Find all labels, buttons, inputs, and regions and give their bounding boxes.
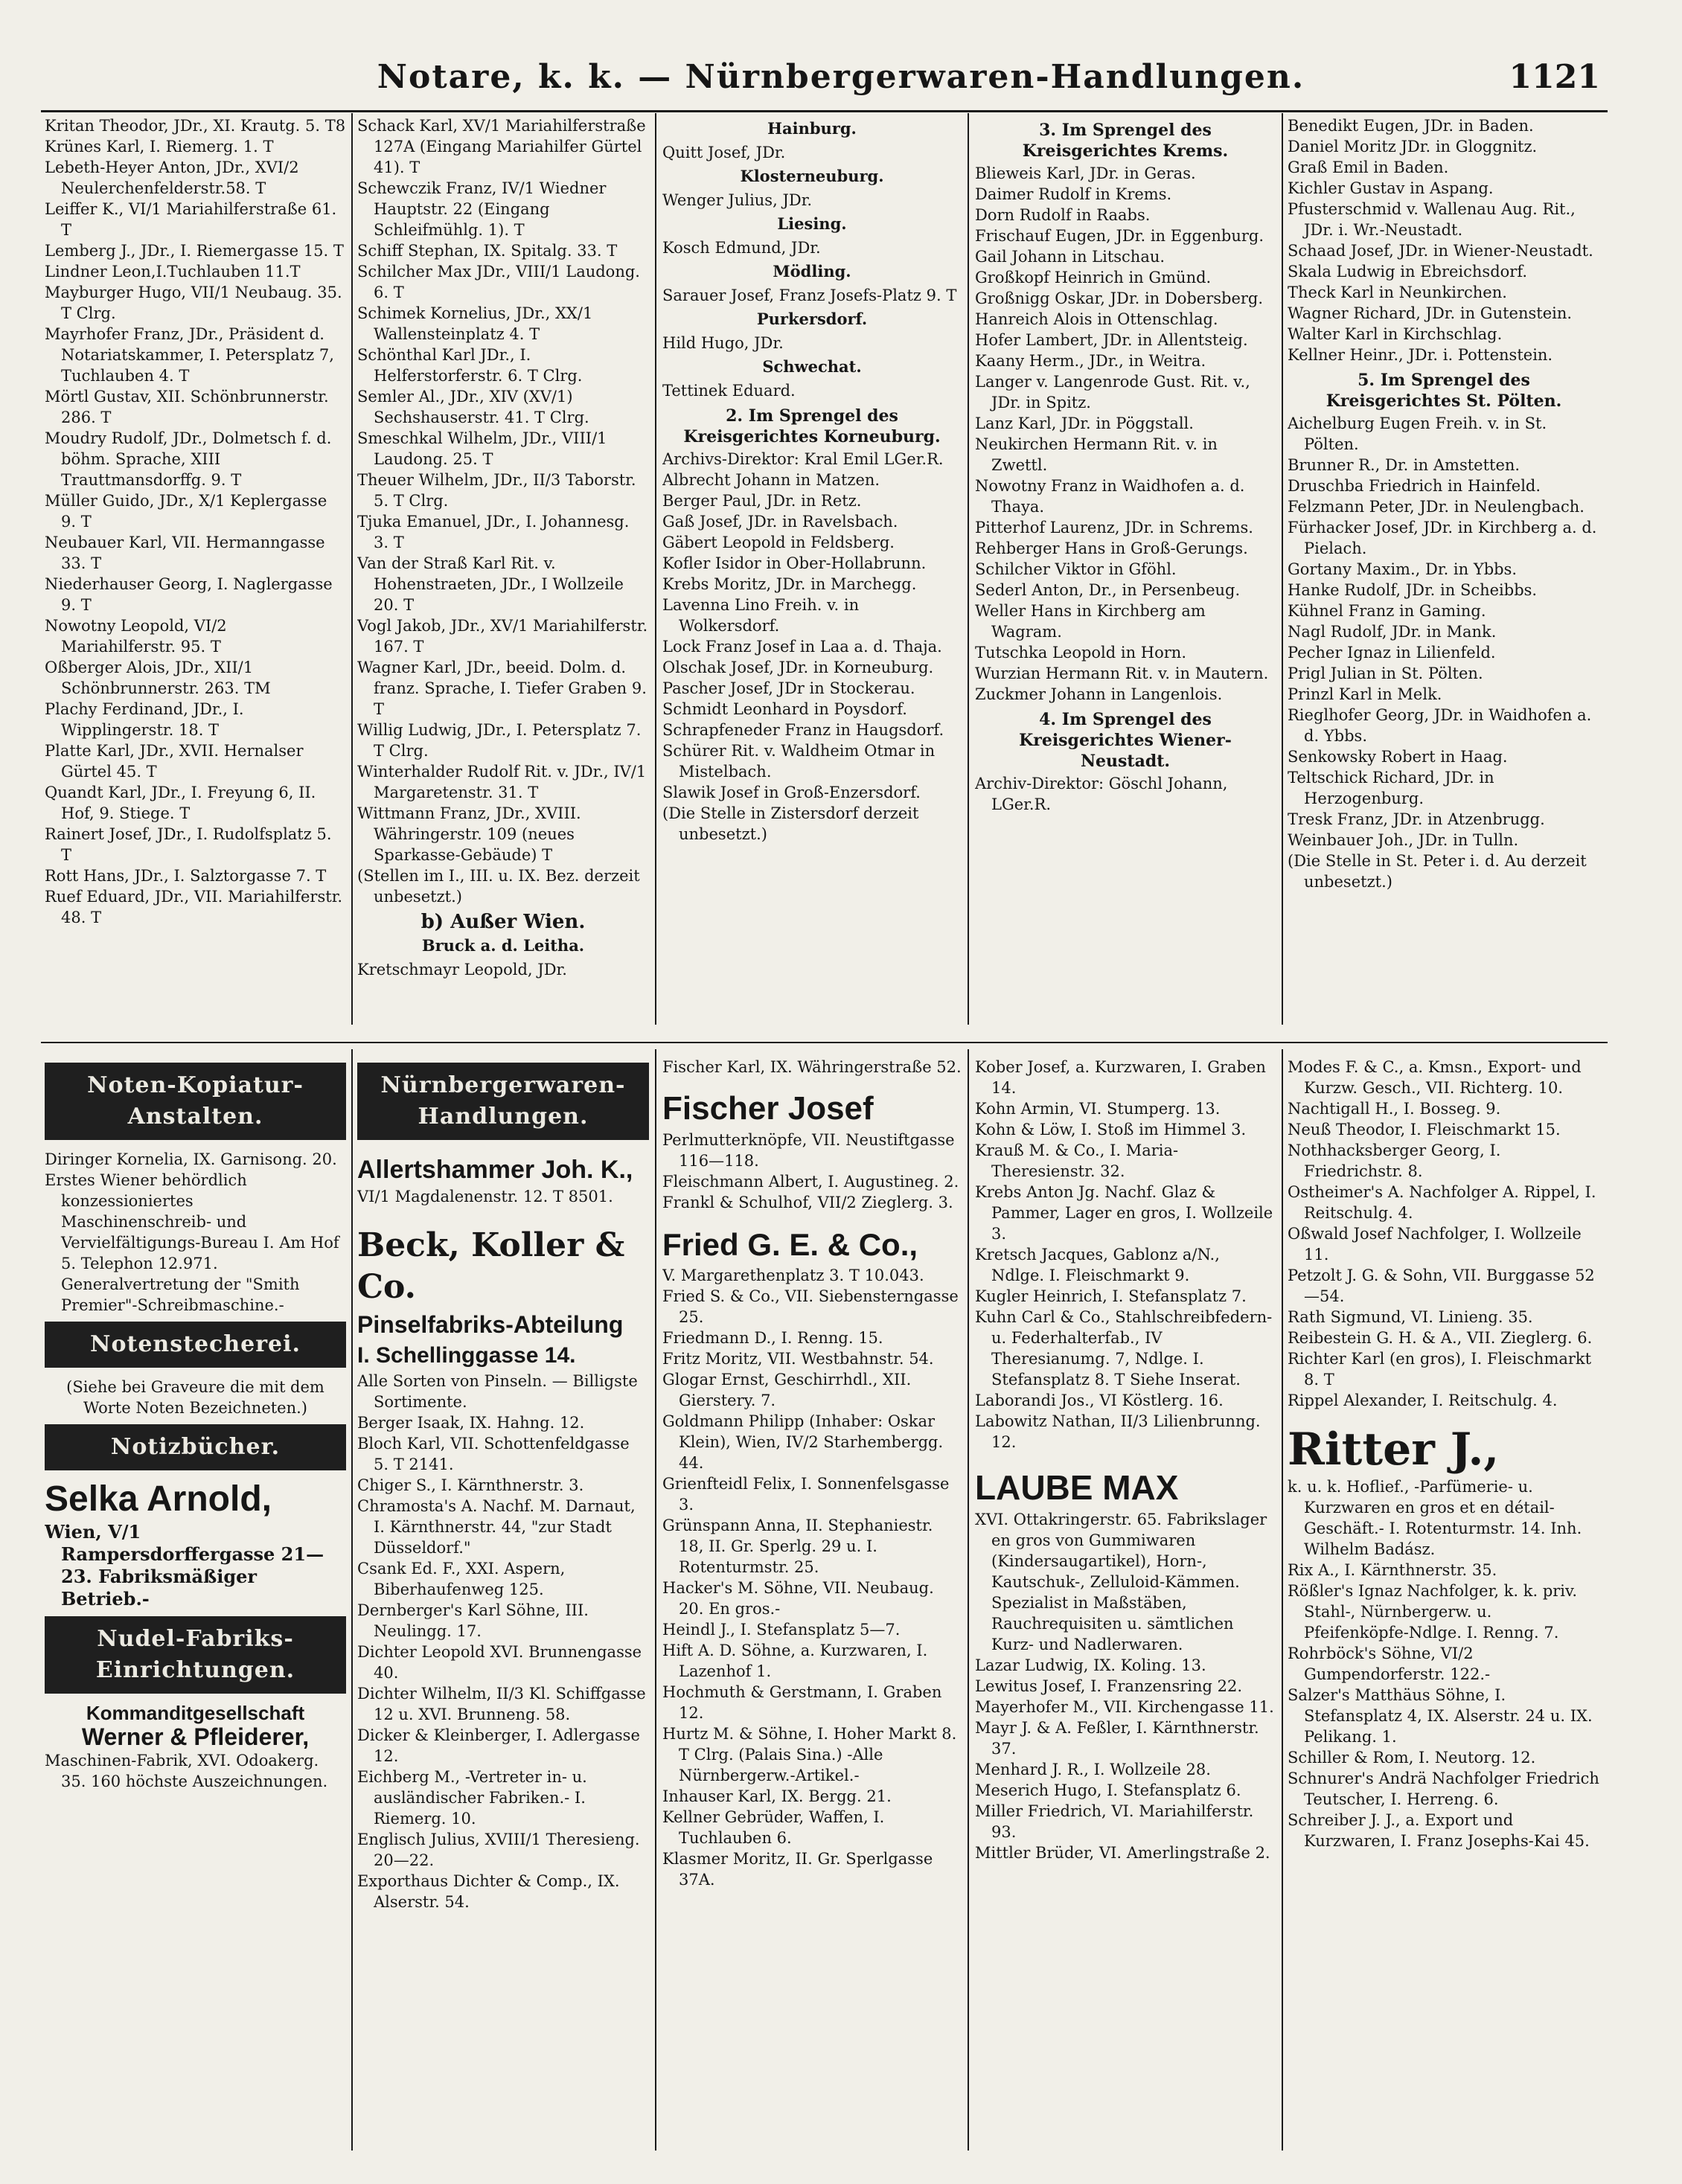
list-item: Grienfteidl Felix, I. Sonnenfelsgasse 3. bbox=[662, 1475, 950, 1514]
page-number: 1121 bbox=[1509, 58, 1600, 96]
list-item: Reibestein G. H. & A., VII. Zieglerg. 6. bbox=[1288, 1329, 1593, 1347]
list-item: Schmidt Leonhard in Poysdorf. bbox=[662, 700, 907, 718]
list-item: Csank Ed. F., XXI. Aspern, Biberhaufenweg 125. bbox=[357, 1560, 566, 1598]
list-item: Müller Guido, JDr., X/1 Keplergasse 9. T bbox=[45, 492, 327, 531]
list-item: Schilcher Viktor in Gföhl. bbox=[975, 560, 1177, 578]
bottom-column-5 bbox=[1288, 1057, 1600, 2173]
list-item: Menhard J. R., I. Wollzeile 28. bbox=[975, 1761, 1211, 1778]
list-item: Rainert Josef, JDr., I. Rudolfsplatz 5. T bbox=[45, 825, 332, 864]
list-item: Rößler's Ignaz Nachfolger, k. k. priv. Stahl-, Nürnbergerw. u. Pfeifenköpfe-Ndlge. I. Renng. 7. bbox=[1288, 1582, 1578, 1642]
list-item: Sarauer Josef, Franz Josefs-Platz 9. T bbox=[662, 286, 957, 304]
list-item: Rix A., I. Kärnthnerstr. 35. bbox=[1288, 1561, 1497, 1579]
list-item: Ostheimer's A. Nachfolger A. Rippel, I. Reitschulg. 4. bbox=[1288, 1183, 1596, 1222]
list-item: Miller Friedrich, VI. Mariahilferstr. 93. bbox=[975, 1802, 1254, 1841]
advert-line: Pinselfabriks-Abteilung bbox=[357, 1311, 624, 1338]
list-item: Eichberg M., -Vertreter in- u. ausländischer Fabriken.- I. Riemerg. 10. bbox=[357, 1768, 587, 1828]
list-item: Pitterhof Laurenz, JDr. in Schrems. bbox=[975, 519, 1253, 537]
list-item: Kellner Gebrüder, Waffen, I. Tuchlauben 6. bbox=[662, 1808, 885, 1847]
column-rule bbox=[968, 113, 969, 1025]
list-item: Gortany Maxim., Dr. in Ybbs. bbox=[1288, 560, 1518, 578]
list-item: Mayburger Hugo, VII/1 Neubaug. 35. T Clrg. bbox=[45, 284, 342, 322]
list-item: Glogar Ernst, Geschirrhdl., XII. Gierstery. 7. bbox=[662, 1371, 912, 1409]
list-item: Felzmann Peter, JDr. in Neulengbach. bbox=[1288, 498, 1585, 516]
place-heading: Schwechat. bbox=[762, 357, 862, 376]
list-item: Lewitus Josef, I. Franzensring 22. bbox=[975, 1677, 1243, 1695]
list-item: Willig Ludwig, JDr., I. Petersplatz 7. T Clrg. bbox=[357, 721, 642, 760]
advert-text: V. Margarethenplatz 3. T 10.043. bbox=[662, 1266, 924, 1284]
list-item: Nothhacksberger Georg, I. Friedrichstr. 8. bbox=[1288, 1141, 1501, 1180]
list-item: Kritan Theodor, JDr., XI. Krautg. 5. T8 bbox=[45, 117, 346, 135]
column-rule bbox=[351, 1049, 353, 2151]
list-item: (Die Stelle in St. Peter i. d. Au derzeit unbesetzt.) bbox=[1288, 852, 1587, 891]
list-item: Lebeth-Heyer Anton, JDr., XVI/2 Neulerchenfelderstr.58. T bbox=[45, 158, 299, 197]
advert-text: Alle Sorten von Pinseln. — Billigste Sortimente. bbox=[357, 1372, 638, 1411]
list-item: Schewczik Franz, IV/1 Wiedner Hauptstr. 22 (Eingang Schleifmühlg. 1). T bbox=[357, 179, 607, 239]
list-item: Kellner Heinr., JDr. i. Pottenstein. bbox=[1288, 346, 1553, 364]
list-item: Brunner R., Dr. in Amstetten. bbox=[1288, 456, 1520, 474]
list-item: Ruef Eduard, JDr., VII. Mariahilferstr. 48. T bbox=[45, 888, 343, 926]
list-item: Wurzian Hermann Rit. v. in Mautern. bbox=[975, 665, 1269, 682]
list-item: Pecher Ignaz in Lilienfeld. bbox=[1288, 644, 1496, 662]
list-item: Exporthaus Dichter & Comp., IX. Alserstr. 54. bbox=[357, 1872, 620, 1911]
list-item: Rath Sigmund, VI. Linieng. 35. bbox=[1288, 1308, 1533, 1326]
header-rule bbox=[41, 110, 1608, 112]
advert-allertshammer: Allertshammer Joh. K., bbox=[357, 1156, 633, 1184]
list-item: Graß Emil in Baden. bbox=[1288, 158, 1449, 176]
list-item: Hild Hugo, JDr. bbox=[662, 334, 784, 352]
list-item: Großkopf Heinrich in Gmünd. bbox=[975, 269, 1212, 286]
list-item: Druschba Friedrich in Hainfeld. bbox=[1288, 477, 1541, 495]
list-item: Niederhauser Georg, I. Naglergasse 9. T bbox=[45, 575, 333, 614]
bottom-column-1 bbox=[45, 1057, 346, 2173]
advert-fried: Fried G. E. & Co., bbox=[662, 1227, 918, 1262]
list-item: Weinbauer Joh., JDr. in Tulln. bbox=[1288, 831, 1519, 849]
section-heading-wiener-neustadt: 4. Im Sprengel des Kreisgerichtes Wiener-Neustadt. bbox=[1019, 710, 1232, 771]
advert-text: VI/1 Magdalenenstr. 12. T 8501. bbox=[357, 1188, 613, 1205]
list-item: Kretsch Jacques, Gablonz a/N., Ndlge. I. Fleischmarkt 9. bbox=[975, 1246, 1220, 1284]
page-header bbox=[0, 58, 1682, 110]
list-item: Laborandi Jos., VI Köstlerg. 16. bbox=[975, 1392, 1224, 1409]
list-item: Fried S. & Co., VII. Siebensterngasse 25. bbox=[662, 1287, 959, 1326]
top-column-4 bbox=[975, 115, 1276, 1031]
list-item: Platte Karl, JDr., XVII. Hernalser Gürtel 45. T bbox=[45, 742, 304, 781]
list-item: Daimer Rudolf in Krems. bbox=[975, 185, 1172, 203]
list-item: Hanreich Alois in Ottenschlag. bbox=[975, 310, 1218, 328]
list-item: Oßwald Josef Nachfolger, I. Wollzeile 11. bbox=[1288, 1225, 1582, 1264]
advert-text: Maschinen-Fabrik, XVI. Odoakerg. 35. 160 höchste Auszeichnungen. bbox=[45, 1752, 328, 1790]
column-rule bbox=[655, 113, 656, 1025]
list-item: Berger Isaak, IX. Hahng. 12. bbox=[357, 1414, 585, 1432]
advert-text: Wien, V/1 Rampersdorffergasse 21—23. Fabriksmäßiger Betrieb.- bbox=[45, 1521, 324, 1610]
list-item: Fürhacker Josef, JDr. in Kirchberg a. d. Pielach. bbox=[1288, 519, 1597, 557]
list-item: Dichter Wilhelm, II/3 Kl. Schiffgasse 12 u. XVI. Brunneng. 58. bbox=[357, 1685, 646, 1723]
section-divider bbox=[41, 1042, 1608, 1043]
advert-text: XVI. Ottakringerstr. 65. Fabrikslager en gros von Gummiwaren (Kindersaugartikel), Horn-, Kautschuk-, Zelluloid-Kämmen. Spezialist in Maßstäben, Rauchrequisiten u. sämtlichen Kurz- und Nadlerwaren. bbox=[975, 1511, 1267, 1653]
list-item: Pascher Josef, JDr in Stockerau. bbox=[662, 679, 915, 697]
page-title: Notare, k. k. — Nürnbergerwaren-Handlungen. bbox=[377, 58, 1305, 96]
list-item: Smeschkal Wilhelm, JDr., VIII/1 Laudong. 25. T bbox=[357, 429, 607, 468]
list-item: Hurtz M. & Söhne, I. Hoher Markt 8. T Clrg. (Palais Sina.) -Alle Nürnbergerw.-Artikel.- bbox=[662, 1725, 957, 1784]
list-item: Weller Hans in Kirchberg am Wagram. bbox=[975, 602, 1206, 641]
list-item: Krebs Anton Jg. Nachf. Glaz & Pammer, Lager en gros, I. Wollzeile 3. bbox=[975, 1183, 1273, 1243]
list-item: Hanke Rudolf, JDr. in Scheibbs. bbox=[1288, 581, 1538, 599]
list-item: Richter Karl (en gros), I. Fleischmarkt 8. T bbox=[1288, 1350, 1592, 1389]
place-heading: Purkersdorf. bbox=[756, 310, 868, 328]
list-item: Labowitz Nathan, II/3 Lilienbrunng. 12. bbox=[975, 1412, 1261, 1451]
category-box-notebooks: Notizbücher. bbox=[45, 1424, 346, 1470]
list-item: Mayerhofer M., VII. Kirchengasse 11. bbox=[975, 1698, 1274, 1716]
list-item: Gail Johann in Litschau. bbox=[975, 248, 1165, 266]
list-item: Krebs Moritz, JDr. in Marchegg. bbox=[662, 575, 917, 593]
column-rule bbox=[1282, 113, 1283, 1025]
list-item: Diringer Kornelia, IX. Garnisong. 20. bbox=[45, 1150, 337, 1168]
list-item: Berger Paul, JDr. in Retz. bbox=[662, 492, 862, 510]
list-item: Schiller & Rom, I. Neutorg. 12. bbox=[1288, 1749, 1536, 1767]
list-item: (Die Stelle in Zistersdorf derzeit unbesetzt.) bbox=[662, 804, 919, 843]
section-heading-krems: 3. Im Sprengel des Kreisgerichtes Krems. bbox=[1022, 121, 1229, 161]
list-item: Vogl Jakob, JDr., XV/1 Mariahilferstr. 167. T bbox=[357, 617, 648, 656]
list-item: (Stellen im I., III. u. IX. Bez. derzeit unbesetzt.) bbox=[357, 867, 640, 906]
list-item: Daniel Moritz JDr. in Gloggnitz. bbox=[1288, 138, 1538, 156]
list-item: Blieweis Karl, JDr. in Geras. bbox=[975, 164, 1196, 182]
list-item: Inhauser Karl, IX. Bergg. 21. bbox=[662, 1787, 892, 1805]
list-item: Lemberg J., JDr., I. Riemergasse 15. T bbox=[45, 242, 344, 260]
advert-ritter: Ritter J., bbox=[1288, 1424, 1500, 1476]
list-item: Chiger S., I. Kärnthnerstr. 3. bbox=[357, 1476, 584, 1494]
list-item: Schönthal Karl JDr., I. Helferstorferstr. 6. T Clrg. bbox=[357, 346, 583, 385]
list-item: Neubauer Karl, VII. Hermanngasse 33. T bbox=[45, 534, 325, 572]
list-item: Winterhalder Rudolf Rit. v. JDr., IV/1 Margaretenstr. 31. T bbox=[357, 763, 647, 801]
advert-line: Kommanditgesellschaft bbox=[86, 1702, 305, 1724]
list-item: Schack Karl, XV/1 Mariahilferstraße 127A (Eingang Mariahilfer Gürtel 41). T bbox=[357, 117, 646, 176]
column-rule bbox=[968, 1049, 969, 2151]
list-item: Nowotny Franz in Waidhofen a. d. Thaya. bbox=[975, 477, 1245, 516]
category-box-nuernbergerwaren: Nürnbergerwaren-Handlungen. bbox=[357, 1063, 649, 1140]
list-item: Heindl J., I. Stefansplatz 5—7. bbox=[662, 1621, 901, 1639]
cross-reference: (Siehe bei Graveure die mit dem Worte Noten Bezeichneten.) bbox=[66, 1378, 324, 1417]
list-item: Kober Josef, a. Kurzwaren, I. Graben 14. bbox=[975, 1058, 1266, 1097]
list-item: Mittler Brüder, VI. Amerlingstraße 2. bbox=[975, 1844, 1270, 1862]
list-item: Mayrhofer Franz, JDr., Präsident d. Notariatskammer, I. Petersplatz 7, Tuchlauben 4. T bbox=[45, 325, 334, 385]
category-box-noodle-factory: Nudel-Fabriks-Einrichtungen. bbox=[45, 1616, 346, 1694]
advert-line: I. Schellinggasse 14. bbox=[357, 1343, 576, 1368]
category-box-note-copying: Noten-Kopiatur-Anstalten. bbox=[45, 1063, 346, 1140]
list-item: Tresk Franz, JDr. in Atzenbrugg. bbox=[1288, 810, 1545, 828]
section-heading-outside-vienna: b) Außer Wien. bbox=[420, 911, 586, 933]
list-item: Archiv-Direktor: Göschl Johann, LGer.R. bbox=[975, 775, 1228, 813]
place-heading: Mödling. bbox=[773, 262, 851, 281]
list-item: Kosch Edmund, JDr. bbox=[662, 239, 821, 257]
list-item: Zuckmer Johann in Langenlois. bbox=[975, 685, 1223, 703]
top-column-2 bbox=[357, 115, 649, 1031]
column-rule bbox=[655, 1049, 656, 2151]
list-item: Chramosta's A. Nachf. M. Darnaut, I. Kärnthnerstr. 44, "zur Stadt Düsseldorf." bbox=[357, 1497, 636, 1557]
list-item: Van der Straß Karl Rit. v. Hohenstraeten, JDr., I Wollzeile 20. T bbox=[357, 554, 624, 614]
list-item: Quandt Karl, JDr., I. Freyung 6, II. Hof, 9. Stiege. T bbox=[45, 784, 316, 822]
list-item: Kofler Isidor in Ober-Hollabrunn. bbox=[662, 554, 927, 572]
advert-selka: Selka Arnold, bbox=[45, 1479, 272, 1519]
list-item: Wagner Karl, JDr., beeid. Dolm. d. franz. Sprache, I. Tiefer Graben 9. T bbox=[357, 659, 647, 718]
list-item: Lanz Karl, JDr. in Pöggstall. bbox=[975, 414, 1194, 432]
column-rule bbox=[351, 113, 353, 1025]
list-item: Nachtigall H., I. Bosseg. 9. bbox=[1288, 1100, 1501, 1118]
list-item: Quitt Josef, JDr. bbox=[662, 144, 786, 161]
list-item: Hacker's M. Söhne, VII. Neubaug. 20. En gros.- bbox=[662, 1579, 934, 1618]
advert-werner-pfleiderer: Werner & Pfleiderer, bbox=[81, 1723, 310, 1750]
list-item: Rott Hans, JDr., I. Salztorgasse 7. T bbox=[45, 867, 327, 885]
list-item: Hochmuth & Gerstmann, I. Graben 12. bbox=[662, 1683, 942, 1722]
list-item: Dichter Leopold XVI. Brunnengasse 40. bbox=[357, 1643, 642, 1682]
list-item: Schreiber J. J., a. Export und Kurzwaren, I. Franz Josephs-Kai 45. bbox=[1288, 1811, 1590, 1850]
list-item: Schnurer's Andrä Nachfolger Friedrich Teutscher, I. Herreng. 6. bbox=[1288, 1770, 1599, 1808]
list-item: Wenger Julius, JDr. bbox=[662, 191, 813, 209]
bottom-column-4 bbox=[975, 1057, 1276, 2173]
list-item: Semler Al., JDr., XIV (XV/1) Sechshauserstr. 41. T Clrg. bbox=[357, 388, 589, 426]
list-item: Mayr J. & A. Feßler, I. Kärnthnerstr. 37. bbox=[975, 1719, 1259, 1758]
list-item: Mörtl Gustav, XII. Schönbrunnerstr. 286. T bbox=[45, 388, 329, 426]
top-column-5 bbox=[1288, 115, 1600, 1031]
category-box-note-engraving: Notenstecherei. bbox=[45, 1322, 346, 1368]
section-heading-st-poelten: 5. Im Sprengel des Kreisgerichtes St. Pölten. bbox=[1326, 371, 1562, 411]
list-item: Rieglhofer Georg, JDr. in Waidhofen a. d. Ybbs. bbox=[1288, 706, 1592, 745]
list-item: Klasmer Moritz, II. Gr. Sperlgasse 37A. bbox=[662, 1850, 933, 1889]
list-item: Frankl & Schulhof, VII/2 Zieglerg. 3. bbox=[662, 1194, 953, 1211]
list-item: Friedmann D., I. Renng. 15. bbox=[662, 1329, 883, 1347]
list-item: Hofer Lambert, JDr. in Allentsteig. bbox=[975, 331, 1248, 349]
list-item: Kohn Armin, VI. Stumperg. 13. bbox=[975, 1100, 1221, 1118]
list-item: Frischauf Eugen, JDr. in Eggenburg. bbox=[975, 227, 1264, 245]
list-item: Fritz Moritz, VII. Westbahnstr. 54. bbox=[662, 1350, 934, 1368]
bottom-column-3 bbox=[662, 1057, 962, 2173]
list-item: Schrapfeneder Franz in Haugsdorf. bbox=[662, 721, 944, 739]
list-item: Bloch Karl, VII. Schottenfeldgasse 5. T 2141. bbox=[357, 1435, 630, 1473]
list-item: Fischer Karl, IX. Währingerstraße 52. bbox=[662, 1058, 962, 1076]
place-heading: Klosterneuburg. bbox=[740, 167, 884, 185]
place-heading: Liesing. bbox=[777, 214, 847, 233]
list-item: Rohrböck's Söhne, VI/2 Gumpendorferstr. 122.- bbox=[1288, 1645, 1491, 1683]
list-item: Theck Karl in Neunkirchen. bbox=[1288, 284, 1507, 301]
list-item: Langer v. Langenrode Gust. Rit. v., JDr. in Spitz. bbox=[975, 373, 1250, 411]
list-item: Rehberger Hans in Groß-Gerungs. bbox=[975, 539, 1248, 557]
list-item: Pfusterschmid v. Wallenau Aug. Rit., JDr. i. Wr.-Neustadt. bbox=[1288, 200, 1576, 239]
list-item: Lazar Ludwig, IX. Koling. 13. bbox=[975, 1656, 1206, 1674]
list-item: Schürer Rit. v. Waldheim Otmar in Mistelbach. bbox=[662, 742, 936, 781]
list-item: Kaany Herm., JDr., in Weitra. bbox=[975, 352, 1206, 370]
list-item: Schaad Josef, JDr. in Wiener-Neustadt. bbox=[1288, 242, 1593, 260]
list-item: Kretschmayr Leopold, JDr. bbox=[357, 961, 567, 979]
list-item: Lindner Leon,I.Tuchlauben 11.T bbox=[45, 263, 301, 281]
list-item: Kühnel Franz in Gaming. bbox=[1288, 602, 1486, 620]
list-item: Theuer Wilhelm, JDr., II/3 Taborstr. 5. T Clrg. bbox=[357, 471, 636, 510]
section-heading-korneuburg: 2. Im Sprengel des Kreisgerichtes Korneuburg. bbox=[683, 406, 941, 446]
list-item: Englisch Julius, XVIII/1 Theresieng. 20—22. bbox=[357, 1831, 640, 1869]
list-item: Tutschka Leopold in Horn. bbox=[975, 644, 1187, 662]
list-item: Neukirchen Hermann Rit. v. in Zwettl. bbox=[975, 435, 1218, 474]
list-item: Slawik Josef in Groß-Enzersdorf. bbox=[662, 784, 921, 801]
list-item: Kohn & Löw, I. Stoß im Himmel 3. bbox=[975, 1121, 1247, 1139]
list-item: Hift A. D. Söhne, a. Kurzwaren, I. Lazenhof 1. bbox=[662, 1642, 928, 1680]
list-item: Sederl Anton, Dr., in Persenbeug. bbox=[975, 581, 1241, 599]
bottom-column-2 bbox=[357, 1057, 649, 2173]
list-item: Tjuka Emanuel, JDr., I. Johannesg. 3. T bbox=[357, 513, 630, 551]
list-item: Gaß Josef, JDr. in Ravelsbach. bbox=[662, 513, 898, 531]
top-column-1 bbox=[45, 115, 346, 1031]
list-item: Dernberger's Karl Söhne, III. Neulingg. 17. bbox=[357, 1601, 589, 1640]
list-item: Oßberger Alois, JDr., XII/1 Schönbrunnerstr. 263. TM bbox=[45, 659, 271, 697]
top-column-3 bbox=[662, 115, 962, 1031]
place-heading: Hainburg. bbox=[767, 119, 857, 138]
list-item: Kugler Heinrich, I. Stefansplatz 7. bbox=[975, 1287, 1247, 1305]
list-item: Modes F. & C., a. Kmsn., Export- und Kurzw. Gesch., VII. Richterg. 10. bbox=[1288, 1058, 1582, 1097]
list-item: Wittmann Franz, JDr., XVIII. Währingerstr. 109 (neues Sparkasse-Gebäude) T bbox=[357, 804, 581, 864]
list-item: Grünspann Anna, II. Stephaniestr. 18, II. Gr. Sperlg. 29 u. I. Rotenturmstr. 25. bbox=[662, 1517, 933, 1576]
advert-fischer-josef: Fischer Josef bbox=[662, 1090, 874, 1127]
list-item: Plachy Ferdinand, JDr., I. Wipplingerstr. 18. T bbox=[45, 700, 244, 739]
list-item: Albrecht Johann in Matzen. bbox=[662, 471, 880, 489]
list-item: Meserich Hugo, I. Stefansplatz 6. bbox=[975, 1781, 1241, 1799]
list-item: Prinzl Karl in Melk. bbox=[1288, 685, 1442, 703]
list-item: Walter Karl in Kirchschlag. bbox=[1288, 325, 1503, 343]
advert-text: Perlmutterknöpfe, VII. Neustiftgasse 116—118. bbox=[662, 1131, 955, 1170]
advert-beck-koller: Beck, Koller & Co. bbox=[357, 1226, 625, 1306]
list-item: Krünes Karl, I. Riemerg. 1. T bbox=[45, 138, 274, 156]
list-item: Goldmann Philipp (Inhaber: Oskar Klein), Wien, IV/2 Starhembergg. 44. bbox=[662, 1412, 944, 1472]
list-item: Nowotny Leopold, VI/2 Mariahilferstr. 95. T bbox=[45, 617, 227, 656]
list-item: Großnigg Oskar, JDr. in Dobersberg. bbox=[975, 289, 1264, 307]
list-item: Gäbert Leopold in Feldsberg. bbox=[662, 534, 895, 551]
list-item: Skala Ludwig in Ebreichsdorf. bbox=[1288, 263, 1528, 281]
list-item: Kichler Gustav in Aspang. bbox=[1288, 179, 1494, 197]
place-heading: Bruck a. d. Leitha. bbox=[421, 936, 585, 955]
list-item: Tettinek Eduard. bbox=[662, 382, 796, 400]
list-item: Salzer's Matthäus Söhne, I. Stefansplatz 4, IX. Alserstr. 24 u. IX. Pelikang. 1. bbox=[1288, 1686, 1593, 1746]
list-item: Archivs-Direktor: Kral Emil LGer.R. bbox=[662, 450, 944, 468]
column-rule bbox=[1282, 1049, 1283, 2151]
list-item: Rippel Alexander, I. Reitschulg. 4. bbox=[1288, 1392, 1558, 1409]
list-item: Petzolt J. G. & Sohn, VII. Burggasse 52—54. bbox=[1288, 1266, 1595, 1305]
list-item: Senkowsky Robert in Haag. bbox=[1288, 748, 1508, 766]
advert-laube-max: LAUBE MAX bbox=[975, 1468, 1179, 1507]
list-item: Aichelburg Eugen Freih. v. in St. Pölten. bbox=[1288, 414, 1547, 453]
list-item: Olschak Josef, JDr. in Korneuburg. bbox=[662, 659, 934, 676]
list-item: Prigl Julian in St. Pölten. bbox=[1288, 665, 1483, 682]
list-item: Moudry Rudolf, JDr., Dolmetsch f. d. böhm. Sprache, XIII Trauttmansdorffg. 9. T bbox=[45, 429, 332, 489]
list-item: Erstes Wiener behördlich konzessioniertes Maschinenschreib- und Vervielfältigungs-Bureau I. Am Hof 5. Telephon 12.971. Generalvertretung der "Smith Premier"-Schreibmaschine.- bbox=[45, 1171, 339, 1314]
list-item: Schilcher Max JDr., VIII/1 Laudong. 6. T bbox=[357, 263, 640, 301]
list-item: Leiffer K., VI/1 Mariahilferstraße 61. T bbox=[45, 200, 337, 239]
list-item: Nagl Rudolf, JDr. in Mank. bbox=[1288, 623, 1497, 641]
list-item: Wagner Richard, JDr. in Gutenstein. bbox=[1288, 304, 1573, 322]
list-item: Lock Franz Josef in Laa a. d. Thaja. bbox=[662, 638, 942, 656]
list-item: Dicker & Kleinberger, I. Adlergasse 12. bbox=[357, 1726, 640, 1765]
list-item: Teltschick Richard, JDr. in Herzogenburg. bbox=[1288, 769, 1494, 807]
list-item: Lavenna Lino Freih. v. in Wolkersdorf. bbox=[662, 596, 860, 635]
list-item: Schiff Stephan, IX. Spitalg. 33. T bbox=[357, 242, 618, 260]
list-item: Fleischmann Albert, I. Augustineg. 2. bbox=[662, 1173, 959, 1191]
list-item: Schimek Kornelius, JDr., XX/1 Wallensteinplatz 4. T bbox=[357, 304, 593, 343]
list-item: Benedikt Eugen, JDr. in Baden. bbox=[1288, 117, 1534, 135]
advert-text: k. u. k. Hoflief., -Parfümerie- u. Kurzwaren en gros et en détail-Geschäft.- I. Rotenturmstr. 14. Inh. Wilhelm Badász. bbox=[1288, 1478, 1582, 1558]
list-item: Krauß M. & Co., I. Maria-Theresienstr. 32. bbox=[975, 1141, 1179, 1180]
list-item: Neuß Theodor, I. Fleischmarkt 15. bbox=[1288, 1121, 1561, 1139]
list-item: Dorn Rudolf in Raabs. bbox=[975, 206, 1151, 224]
list-item: Kuhn Carl & Co., Stahlschreibfedern- u. Federhalterfab., IV Theresianumg. 7, Ndlge. I. Stefansplatz 8. T Siehe Inserat. bbox=[975, 1308, 1273, 1389]
